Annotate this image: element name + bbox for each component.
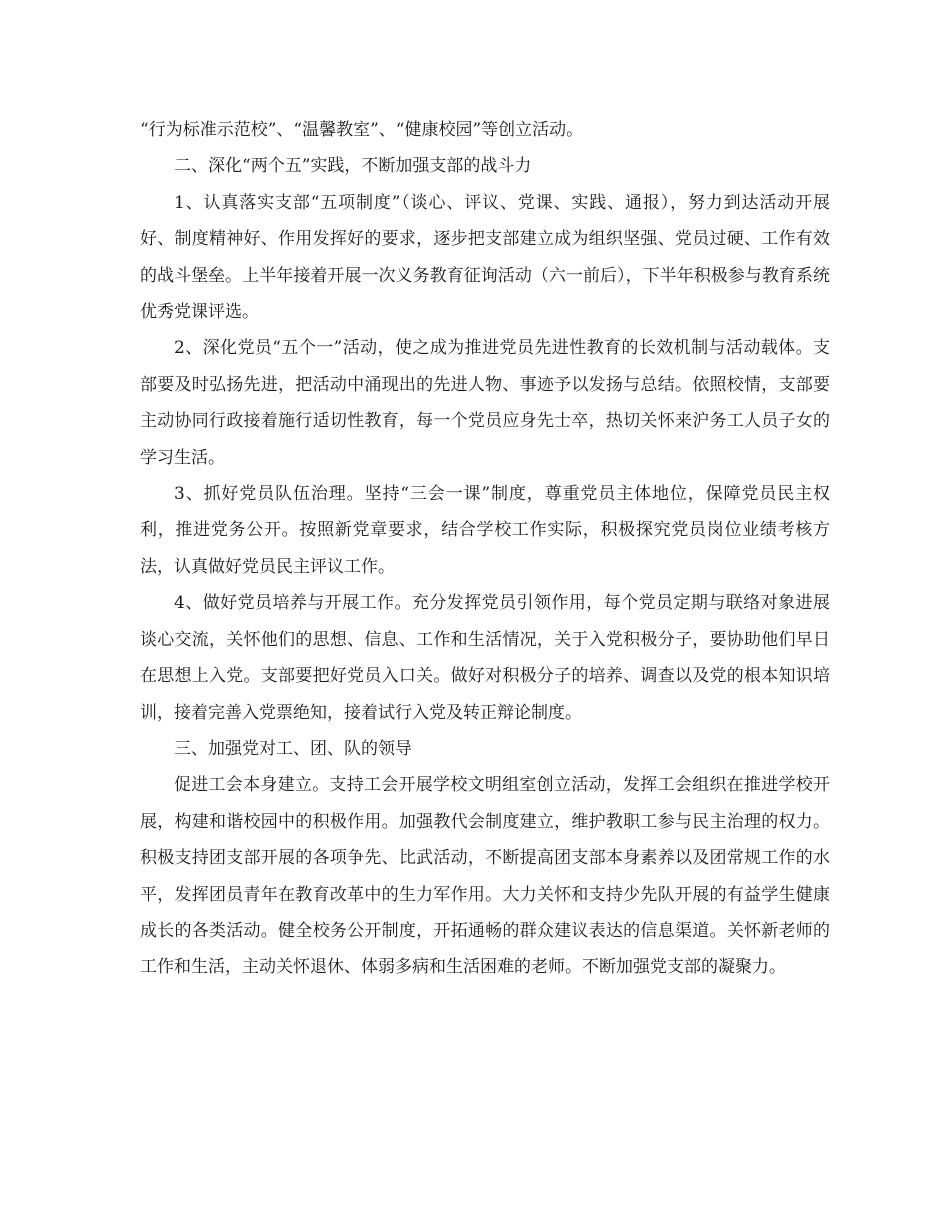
paragraph-item-3: 3、抓好党员队伍治理。坚持“三会一课”制度，尊重党员主体地位，保障党员民主权利，推进党务公开。按照新党章要求，结合学校工作实际，积极探究党员岗位业绩考核方法，认真做好党员民主评议工作。 — [140, 484, 830, 577]
paragraph-item-4: 4、做好党员培养与开展工作。充分发挥党员引领作用，每个党员定期与联络对象进展谈心交流，关怀他们的思想、信息、工作和生活情况，关于入党积极分子，要协助他们早日在思想上入党。支部要把好党员入口关。做好对积极分子的培养、调查以及党的根本知识培训，接着完善入党票绝知，接着试行入党及转正辩论制度。 — [140, 593, 830, 723]
paragraph-item-1: 1、认真落实支部“五项制度”（谈心、评议、党课、实践、通报），努力到达活动开展好、制度精神好、作用发挥好的要求，逐步把支部建立成为组织坚强、党员过硬、工作有效的战斗堡垒。上半年接着开展一次义务教育征询活动（六一前后），下半年积极参与教育系统优秀党课评选。 — [140, 192, 830, 323]
section-heading-three: 三、加强党对工、团、队的领导 — [174, 738, 412, 759]
document-body — [140, 112, 830, 986]
section-heading-two: 二、深化“两个五”实践，不断加强支部的战斗力 — [174, 156, 532, 177]
paragraph-union-leadership: 促进工会本身建立。支持工会开展学校文明组室创立活动，发挥工会组织在推进学校开展，构建和谐校园中的积极作用。加强教代会制度建立，维护教职工参与民主治理的权力。积极支持团支部开展的各项争先、比武活动，不断提高团支部本身素养以及团常规工作的水平，发挥团员青年在教育改革中的生力军作用。大力关怀和支持少先队开展的有益学生健康成长的各类活动。健全校务公开制度，开拓通畅的群众建议表达的信息渠道。关怀新老师的工作和生活，主动关怀退休、体弱多病和生活困难的老师。不断加强党支部的凝聚力。 — [140, 775, 830, 978]
paragraph-item-2: 2、深化党员“五个一”活动，使之成为推进党员先进性教育的长效机制与活动载体。支部要及时弘扬先进，把活动中涌现出的先进人物、事迹予以发扬与总结。依照校情，支部要主动协同行政接着施行适切性教育，每一个党员应身先士卒，热切关怀来沪务工人员子女的学习生活。 — [140, 338, 830, 468]
paragraph-continuation: “行为标准示范校”、“温馨教室”、“健康校园”等创立活动。 — [140, 120, 584, 140]
